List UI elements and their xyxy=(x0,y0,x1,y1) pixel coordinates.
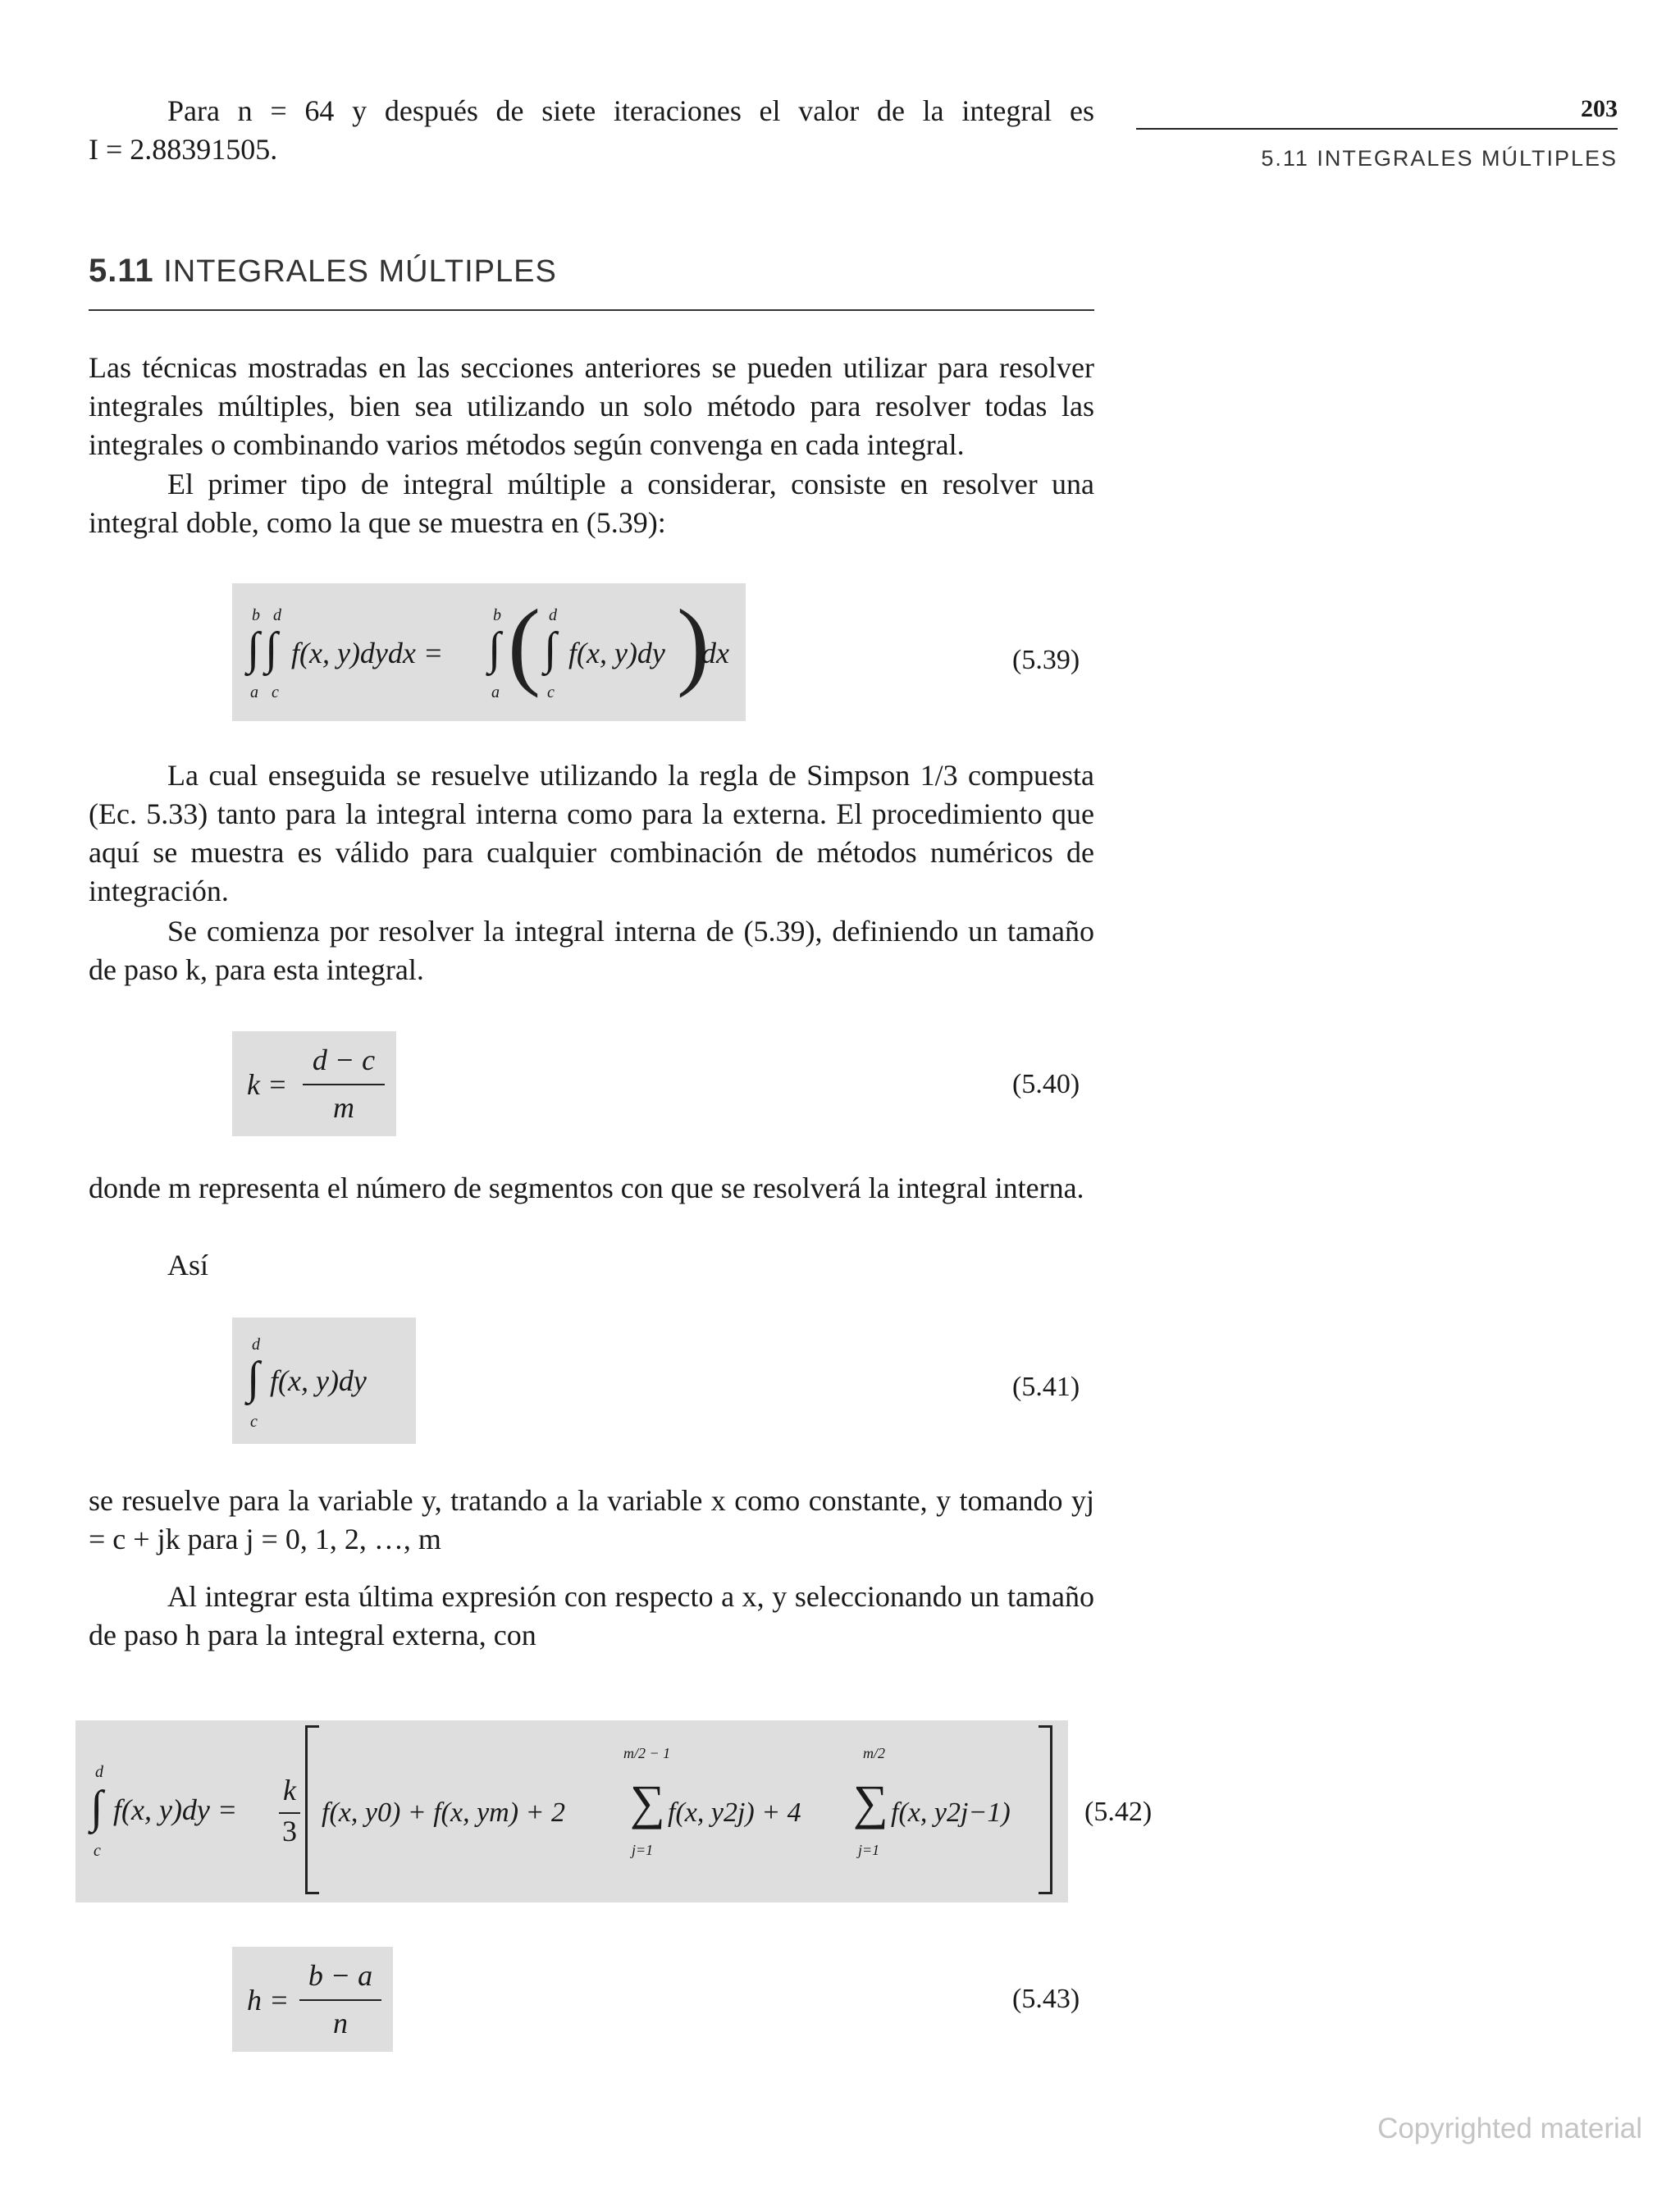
equation-5-43-box xyxy=(232,1947,393,2052)
integral-sign: ∫ xyxy=(247,1353,260,1404)
integral-sign: ∫ xyxy=(247,623,260,674)
header-rule xyxy=(1136,128,1618,130)
equation-number-5-41: (5.41) xyxy=(1012,1372,1080,1402)
lower-limit-c: c xyxy=(94,1842,101,1860)
equation-5-40-box xyxy=(232,1031,396,1136)
equation-5-39-dx: dx xyxy=(701,637,729,669)
integral-sign: ∫ xyxy=(265,623,278,674)
paragraph-5: donde m representa el número de segmentos con que se resolverá la integral interna. xyxy=(89,1172,1084,1204)
section-title: INTEGRALES MÚLTIPLES xyxy=(163,254,557,289)
section-heading xyxy=(89,253,557,290)
left-bracket xyxy=(305,1725,319,1894)
integral-sign: ∫ xyxy=(90,1782,103,1833)
integral-sign: ∫ xyxy=(488,623,501,674)
equation-5-42-term3: f(x, y2j) + 4 xyxy=(668,1797,801,1828)
lower-limit-a: a xyxy=(250,683,258,701)
sum-sign: ∑ xyxy=(853,1775,888,1829)
equation-5-39-lhs: f(x, y)dydx = xyxy=(291,637,444,669)
equation-5-40-lhs: k = xyxy=(247,1068,288,1101)
equation-5-42-term4: f(x, y2j−1) xyxy=(891,1797,1011,1828)
equation-5-42-three: 3 xyxy=(282,1815,297,1848)
sum-upper-limit: m/2 xyxy=(863,1745,885,1761)
section-rule xyxy=(89,309,1094,311)
equation-5-43-numerator: b − a xyxy=(308,1959,373,1992)
upper-limit-b: b xyxy=(252,606,260,624)
fraction-bar xyxy=(299,1999,381,2001)
copyright-watermark: Copyrighted material xyxy=(1377,2112,1642,2144)
upper-limit-d: d xyxy=(252,1336,260,1354)
equation-number-5-42: (5.42) xyxy=(1084,1797,1153,1827)
lower-limit-c: c xyxy=(547,683,555,701)
lower-limit-a: a xyxy=(491,683,500,701)
sum-sign: ∑ xyxy=(630,1775,665,1829)
paragraph-3: La cual enseguida se resuelve utilizando la regla de Simpson 1/3 compuesta (Ec. 5.33) tanto para la integral interna como para la externa. El procedimiento que aquí se muestra es válido para cualquier combinación de métodos numéricos de integración. xyxy=(89,759,1094,907)
running-title: 5.11 INTEGRALES MÚLTIPLES xyxy=(1261,146,1618,171)
equation-5-41-box xyxy=(232,1318,416,1444)
integral-sign: ∫ xyxy=(544,623,557,674)
equation-number-5-39: (5.39) xyxy=(1012,645,1080,675)
sum-upper-limit: m/2 − 1 xyxy=(623,1745,671,1761)
upper-limit-d: d xyxy=(549,606,557,624)
equation-number-5-43: (5.43) xyxy=(1012,1984,1080,2014)
upper-limit-d: d xyxy=(95,1763,103,1781)
equation-5-42-box xyxy=(75,1720,1068,1902)
upper-limit-b: b xyxy=(493,606,501,624)
lower-limit-c: c xyxy=(250,1413,258,1431)
intro-line-2: I = 2.88391505. xyxy=(89,133,278,166)
fraction-bar xyxy=(303,1084,385,1085)
sum-lower-limit: j=1 xyxy=(858,1842,880,1858)
paragraph-6: Así xyxy=(167,1249,209,1281)
equation-number-5-40: (5.40) xyxy=(1012,1069,1080,1099)
equation-5-42-terms: f(x, y0) + f(x, ym) + 2 xyxy=(322,1797,565,1828)
equation-5-39-inner: f(x, y)dy xyxy=(568,637,665,669)
paragraph-4: Se comienza por resolver la integral interna de (5.39), definiendo un tamaño de paso k, para esta integral. xyxy=(89,915,1094,986)
right-bracket xyxy=(1039,1725,1052,1894)
page-number: 203 xyxy=(1581,95,1618,122)
equation-5-39-box xyxy=(232,583,746,721)
paragraph-8: Al integrar esta última expresión con respecto a x, y seleccionando un tamaño de paso h para la integral externa, con xyxy=(89,1580,1094,1651)
equation-5-41-expr: f(x, y)dy xyxy=(270,1364,367,1397)
intro-line-1: Para n = 64 y después de siete iteraciones el valor de la integral es xyxy=(167,94,1094,127)
equation-5-40-denominator: m xyxy=(333,1091,354,1124)
paragraph-2: El primer tipo de integral múltiple a considerar, consiste en resolver una integral doble, como la que se muestra en (5.39): xyxy=(89,468,1094,539)
paragraph-1: Las técnicas mostradas en las secciones anteriores se pueden utilizar para resolver integrales múltiples, bien sea utilizando un solo método para resolver todas las integrales o combinando varios métodos según convenga en cada integral. xyxy=(89,351,1094,461)
paragraph-7: se resuelve para la variable y, tratando a la variable x como constante, y tomando yj = c + jk para j = 0, 1, 2, …, m xyxy=(89,1484,1094,1555)
lower-limit-c: c xyxy=(272,683,279,701)
equation-5-40-numerator: d − c xyxy=(312,1044,376,1076)
upper-limit-d: d xyxy=(273,606,281,624)
equation-5-42-k: k xyxy=(283,1774,296,1806)
sum-lower-limit: j=1 xyxy=(632,1842,654,1858)
section-number: 5.11 xyxy=(89,253,154,289)
equation-5-43-denominator: n xyxy=(333,2007,348,2039)
equation-5-43-lhs: h = xyxy=(247,1984,290,2017)
left-paren: ( xyxy=(508,589,541,698)
equation-5-42-lhs: f(x, y)dy = xyxy=(113,1793,238,1826)
right-paren: ) xyxy=(677,589,710,698)
